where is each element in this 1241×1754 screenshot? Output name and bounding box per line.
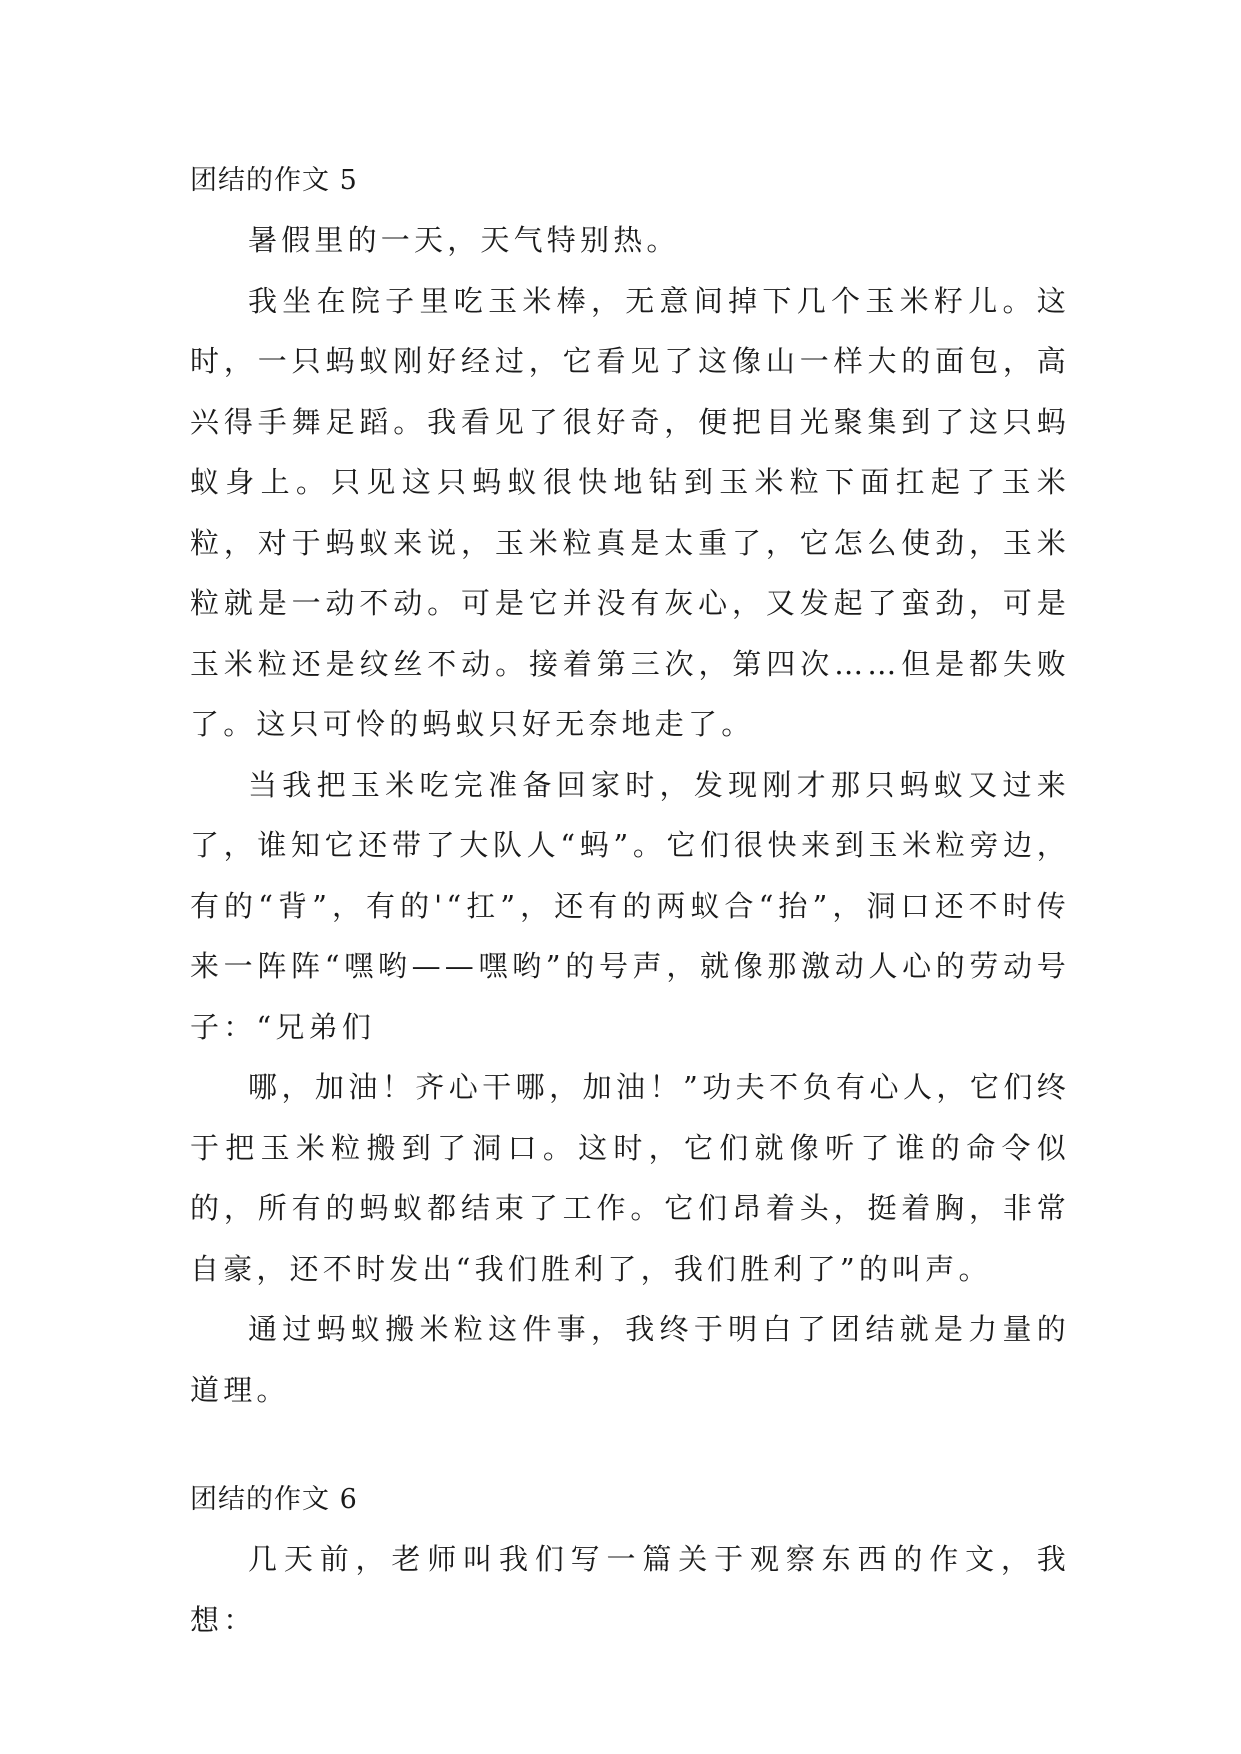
document-page: [190, 165, 1070, 1650]
paragraph: 我坐在院子里吃玉米棒，无意间掉下几个玉米籽儿。这时，一只蚂蚁刚好经过，它看见了这像山一样大的面包，高兴得手舞足蹈。我看见了很好奇，便把目光聚集到了这只蚂蚁身上。只见这只蚂蚁很快地钻到玉米粒下面扛起了玉米粒，对于蚂蚁来说，玉米粒真是太重了，它怎么使劲，玉米粒就是一动不动。可是它并没有灰心，又发起了蛮劲，可是玉米粒还是纹丝不动。接着第三次，第四次……但是都失败了。这只可怜的蚂蚁只好无奈地走了。: [190, 283, 1070, 741]
paragraph: 几天前，老师叫我们写一篇关于观察东西的作文，我想：: [190, 1542, 1070, 1637]
paragraph: 哪，加油！齐心干哪，加油！”功夫不负有心人，它们终于把玉米粒搬到了洞口。这时，它们就像听了谁的命令似的，所有的蚂蚁都结束了工作。它们昂着头，挺着胸，非常自豪，还不时发出“我们胜利了，我们胜利了”的叫声。: [190, 1070, 1070, 1286]
essay-body: [190, 210, 1070, 1420]
paragraph: 暑假里的一天，天气特别热。: [248, 223, 680, 257]
essay-title: 团结的作文 6: [190, 1484, 358, 1515]
essay-title: 团结的作文 5: [190, 165, 358, 196]
paragraph: 通过蚂蚁搬米粒这件事，我终于明白了团结就是力量的道理。: [190, 1312, 1070, 1407]
essay-body: [190, 1529, 1070, 1650]
paragraph: 当我把玉米吃完准备回家时，发现刚才那只蚂蚁又过来了，谁知它还带了大队人“蚂”。它们很快来到玉米粒旁边，有的“背”，有的'“扛”，还有的两蚁合“抬”，洞口还不时传来一阵阵“嘿哟——嘿哟”的号声，就像那激动人心的劳动号子：“兄弟们: [190, 767, 1070, 1044]
essay-section-5: [190, 165, 1070, 1420]
essay-section-6: [190, 1484, 1070, 1650]
